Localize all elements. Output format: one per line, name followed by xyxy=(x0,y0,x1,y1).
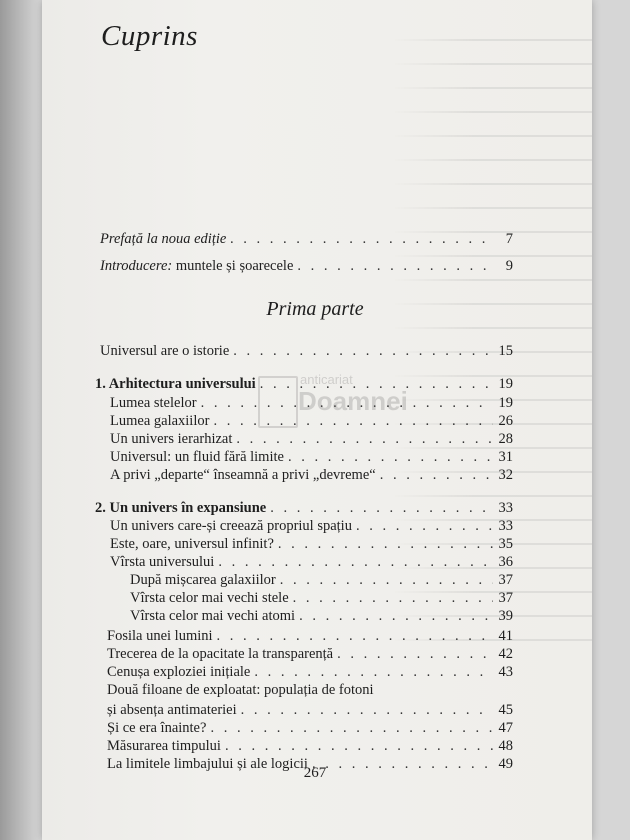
toc-entry xyxy=(107,645,513,663)
toc-page: 37 xyxy=(498,572,513,588)
toc-entry xyxy=(107,737,513,755)
watermark-small-text: anticariat xyxy=(300,372,353,387)
toc-page: 19 xyxy=(498,395,513,411)
chapter-title: 1. Arhitectura universului xyxy=(95,376,256,392)
dot-leader xyxy=(210,719,493,737)
toc-label: Universul are o istorie xyxy=(100,343,230,359)
toc-page: 7 xyxy=(505,231,513,247)
toc-label: Prefață la noua ediție xyxy=(100,231,227,247)
toc-page: 31 xyxy=(498,449,513,465)
toc-page: 45 xyxy=(498,702,513,718)
dot-leader xyxy=(236,430,493,448)
toc-entry xyxy=(107,627,513,645)
toc-label: A privi „departe“ înseamnă a privi „devreme“ xyxy=(110,467,376,483)
toc-entry-line2 xyxy=(107,701,513,719)
contents-heading: Cuprins xyxy=(101,20,198,52)
toc-page: 37 xyxy=(498,590,513,606)
toc-page: 28 xyxy=(498,431,513,447)
toc-label: și absența antimateriei xyxy=(107,702,237,718)
dot-leader xyxy=(293,589,493,607)
toc-entry xyxy=(110,430,513,448)
dot-leader xyxy=(241,701,493,719)
toc-label: După mișcarea galaxiilor xyxy=(130,572,276,588)
toc-entry xyxy=(110,517,513,535)
toc-label-prefix: Introducere: xyxy=(100,258,173,274)
page-number: 267 xyxy=(303,765,327,781)
dot-leader xyxy=(356,517,493,535)
toc-entry xyxy=(110,466,513,484)
toc-page: 47 xyxy=(498,720,513,736)
watermark-big-text: Doamnei xyxy=(298,386,408,416)
toc-page: 41 xyxy=(498,628,513,644)
toc-subentry xyxy=(130,607,513,625)
book-icon xyxy=(258,376,298,428)
toc-subentry xyxy=(130,571,513,589)
toc-page: 39 xyxy=(498,608,513,624)
toc-page: 33 xyxy=(498,500,513,516)
toc-page: 36 xyxy=(498,554,513,570)
dot-leader xyxy=(225,737,493,755)
toc-entry-introduction xyxy=(100,257,513,275)
dot-leader xyxy=(380,466,493,484)
toc-label-rest: muntele și șoarecele xyxy=(172,258,294,274)
toc-entry-line1 xyxy=(107,681,513,699)
dot-leader xyxy=(233,342,493,360)
dot-leader xyxy=(337,645,493,663)
dot-leader xyxy=(270,499,493,517)
toc-page: 32 xyxy=(498,467,513,483)
toc-page: 26 xyxy=(498,413,513,429)
toc-label: Cenușa exploziei inițiale xyxy=(107,664,251,680)
dot-leader xyxy=(280,571,493,589)
toc-label: Vîrsta celor mai vechi atomi xyxy=(130,608,296,624)
toc-page: 9 xyxy=(505,258,513,274)
toc-label xyxy=(100,257,293,275)
dot-leader xyxy=(288,448,493,466)
dot-leader xyxy=(297,257,493,275)
toc-label: Universul: un fluid fără limite xyxy=(110,449,284,465)
toc-page: 33 xyxy=(498,518,513,534)
toc-label: Un univers care-și creează propriul spațiu xyxy=(110,518,352,534)
dot-leader xyxy=(217,627,493,645)
watermark-logo xyxy=(258,372,428,432)
toc-chapter-2 xyxy=(95,499,513,517)
dot-leader xyxy=(230,230,493,248)
toc-page: 35 xyxy=(498,536,513,552)
toc-page: 42 xyxy=(498,646,513,662)
toc-label: Fosila unei lumini xyxy=(107,628,213,644)
toc-label: Vîrsta celor mai vechi stele xyxy=(130,590,289,606)
toc-label: La limitele limbajului și ale logicii xyxy=(107,756,308,772)
toc-label: Lumea galaxiilor xyxy=(110,413,210,429)
toc-entry xyxy=(107,663,513,681)
toc-page: 49 xyxy=(498,756,513,772)
toc-entry-preface xyxy=(100,230,513,248)
toc-label: Și ce era înainte? xyxy=(107,720,207,736)
toc-label: Trecerea de la opacitate la transparență xyxy=(107,646,334,662)
dot-leader xyxy=(299,607,493,625)
toc-label: Vîrsta universului xyxy=(110,554,215,570)
chapter-title: 2. Un univers în expansiune xyxy=(95,500,267,516)
toc-subentry xyxy=(130,589,513,607)
toc-entry xyxy=(110,553,513,571)
toc-label: Lumea stelelor xyxy=(110,395,197,411)
dot-leader xyxy=(254,663,493,681)
toc-entry xyxy=(107,719,513,737)
toc-label: Măsurarea timpului xyxy=(107,738,221,754)
toc-entry-history xyxy=(100,342,513,360)
toc-entry xyxy=(110,448,513,466)
toc-label: Un univers ierarhizat xyxy=(110,431,233,447)
part-title: Prima parte xyxy=(266,298,364,320)
dot-leader xyxy=(218,553,493,571)
toc-entry xyxy=(110,535,513,553)
toc-label: Este, oare, universul infinit? xyxy=(110,536,274,552)
toc-page: 48 xyxy=(498,738,513,754)
toc-label: Două filoane de exploatat: populația de fotoni xyxy=(107,682,374,698)
toc-page: 19 xyxy=(498,376,513,392)
toc-page: 15 xyxy=(498,343,513,359)
dot-leader xyxy=(278,535,493,553)
toc-page: 43 xyxy=(498,664,513,680)
